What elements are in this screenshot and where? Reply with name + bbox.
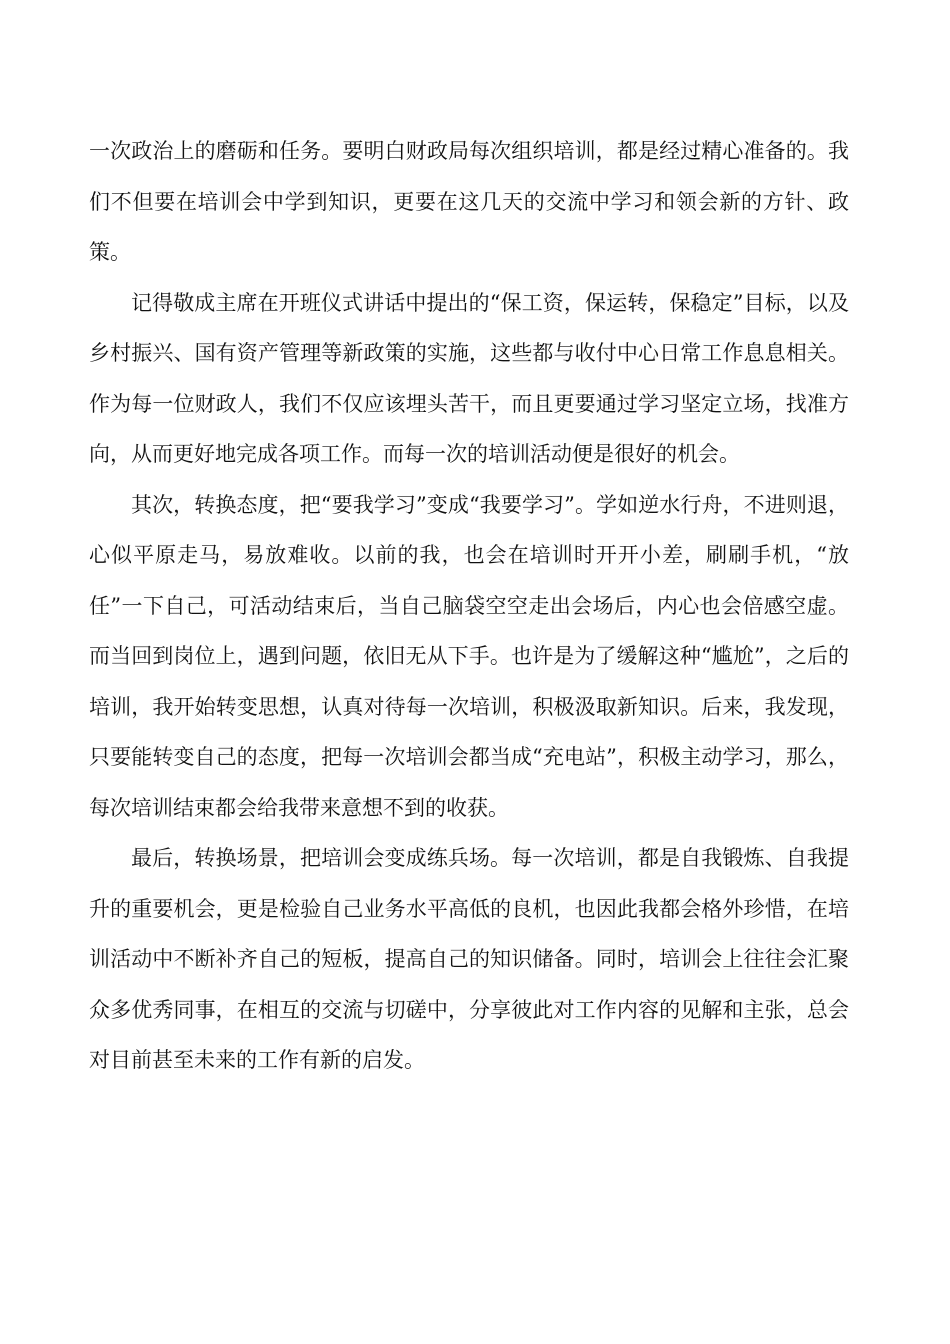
paragraph-continuation: 一次政治上的磨砺和任务。要明白财政局每次组织培训，都是经过精心准备的。我们不但要在培训会中学到知识，更要在这几天的交流中学习和领会新的方针、政策。 — [89, 139, 849, 264]
paragraph-opening-speech: 记得敬成主席在开班仪式讲话中提出的“保工资，保运转，保稳定”目标，以及乡村振兴、国有资产管理等新政策的实施，这些都与收付中心日常工作息息相关。作为每一位财政人，我们不仅应该埋头苦干，而且更要通过学习坚定立场，找准方向，从而更好地完成各项工作。而每一次的培训活动便是很好的机会。 — [89, 290, 849, 466]
body-text — [89, 126, 849, 1086]
paragraph-change-scene: 最后，转换场景，把培训会变成练兵场。每一次培训，都是自我锻炼、自我提升的重要机会，更是检验自己业务水平高低的良机，也因此我都会格外珍惜，在培训活动中不断补齐自己的短板，提高自己的知识储备。同时，培训会上往往会汇聚众多优秀同事，在相互的交流与切磋中，分享彼此对工作内容的见解和主张，总会对目前甚至未来的工作有新的启发。 — [89, 846, 849, 1072]
paragraph-change-attitude: 其次，转换态度，把“要我学习”变成“我要学习”。学如逆水行舟，不进则退，心似平原走马，易放难收。以前的我，也会在培训时开开小差，刷刷手机，“放任”一下自己，可活动结束后，当自己脑袋空空走出会场后，内心也会倍感空虚。而当回到岗位上，遇到问题，依旧无从下手。也许是为了缓解这种“尴尬”，之后的培训，我开始转变思想，认真对待每一次培训，积极汲取新知识。后来，我发现，只要能转变自己的态度，把每一次培训会都当成“充电站”，积极主动学习，那么，每次培训结束都会给我带来意想不到的收获。 — [89, 492, 849, 820]
